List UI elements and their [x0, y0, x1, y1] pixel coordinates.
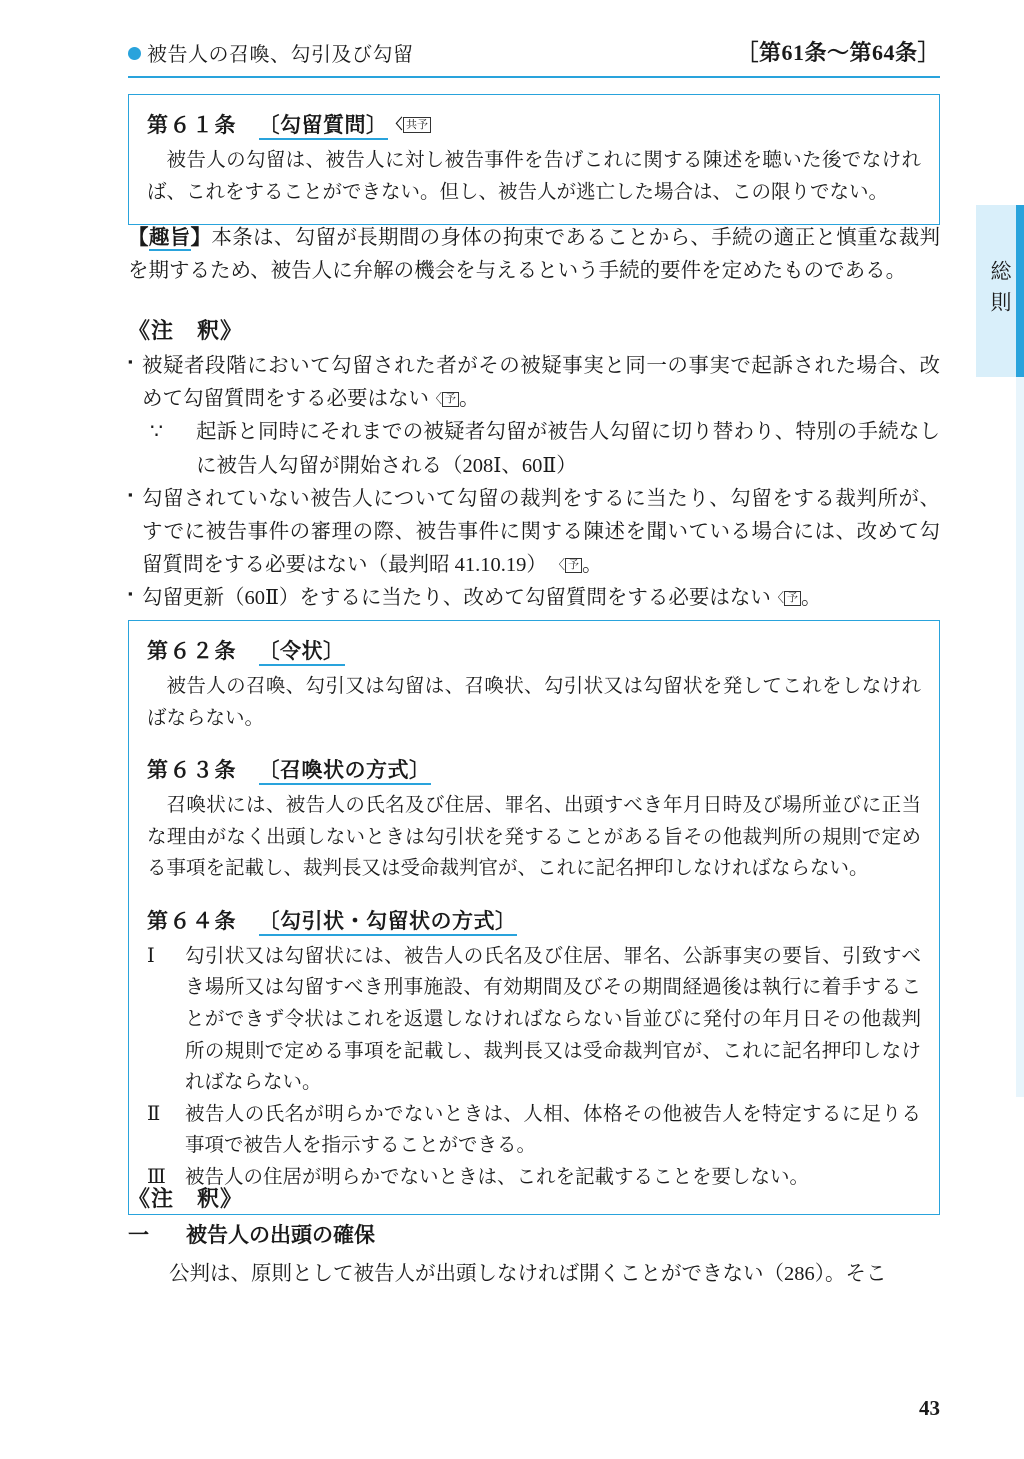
note-item-2-main: 勾留されていない被告人について勾留の裁判をするに当たり、勾留をする裁判所が、すでに被告事件の審理の際、被告事件に関する陳述を聞いている場合には、改めて勾留質問をする必要はない（最判昭 41.10.19） [142, 487, 940, 577]
notes-list-1 [128, 350, 940, 616]
article-63-paragraph-1: 召喚状には、被告人の氏名及び住居、罪名、出頭すべき年月日時及び場所並びに正当な理由がなく出頭しないときは勾引状を発することがある旨その他裁判所の規則で定める事項を記載し、裁判長又は受命裁判官が、これに記名押印しなければならない。 [147, 795, 921, 880]
side-tab-accent-bar [1016, 205, 1024, 377]
note-1-badge-wrap [429, 388, 459, 410]
note-item-2-text [142, 483, 940, 583]
note-2-badge-wrap [552, 554, 582, 576]
section-title: 被告人の出頭の確保 [186, 1223, 375, 1247]
article-64-title [147, 905, 921, 935]
badge-yo: 予 [565, 558, 582, 573]
section-heading [128, 1218, 940, 1252]
shushi-label [128, 227, 211, 251]
article-63-body [147, 790, 921, 885]
article-box-62-64 [128, 620, 940, 1215]
page-number: 43 [919, 1396, 940, 1420]
shushi-open-bracket: 【 [128, 227, 149, 249]
header-title-text: 被告人の召喚、勾引及び勾留 [147, 44, 414, 66]
article-62-body [147, 671, 921, 734]
section-index: 一 [128, 1223, 149, 1247]
article-61-name: 〔勾留質問〕 [259, 113, 388, 140]
note-item-1-text [142, 350, 940, 416]
chushaku-heading-2: 《注 釈》 [128, 1186, 244, 1211]
clause-text-2: 被告人の氏名が明らかでないときは、人相、体格その他被告人を特定するに足りる事項で被告人を指示することができる。 [185, 1103, 921, 1157]
article-62-name: 〔令状〕 [259, 639, 345, 666]
clause-numeral-3: Ⅲ [147, 1166, 166, 1188]
shushi-text: 本条は、勾留が長期間の身体の拘束であることから、手続の適正と慎重な裁判を期するため、被告人に弁解の機会を与えるという手続的要件を定めたものである。 [128, 227, 941, 283]
note-3-badge-wrap [771, 587, 801, 609]
note-item-3 [128, 582, 940, 615]
note-item-1-tail: 。 [459, 388, 480, 411]
shushi-close-bracket: 】 [190, 227, 212, 249]
article-62-number: 第６２条 [147, 639, 237, 663]
article-box-61 [128, 94, 940, 225]
clause-text-3: 被告人の住居が明らかでないときは、これを記載することを要しない。 [185, 1166, 810, 1188]
header-article-range: ［第61条〜第64条］ [736, 40, 940, 65]
chushaku-heading-1: 《注 釈》 [128, 318, 244, 343]
note-item-1 [128, 350, 940, 416]
article-63-title [147, 754, 921, 784]
article-61-title [147, 109, 921, 139]
bullet-marker: ▪ [128, 354, 133, 369]
badge-yo: 予 [442, 392, 459, 407]
article-64-number: 第６４条 [147, 908, 237, 933]
bullet-marker: ▪ [128, 486, 133, 502]
shushi-label-text: 趣旨 [148, 227, 191, 249]
article-64-clause-2 [147, 1099, 921, 1162]
note-item-1-main: 被疑者段階において勾留された者がその被疑事実と同一の事実で起訴された場合、改めて勾留質問をする必要はない [142, 355, 940, 411]
header-left-title [128, 38, 414, 67]
bullet-icon [128, 47, 141, 60]
header-divider [128, 76, 940, 78]
article-64-body [147, 941, 921, 1194]
article-62-title [147, 635, 921, 665]
bullet-marker: ▪ [128, 586, 133, 602]
page-header [128, 38, 940, 72]
shushi-block [128, 222, 940, 288]
because-symbol: ∵ [150, 421, 164, 444]
article-63-number: 第６３条 [147, 758, 237, 783]
article-64-name: 〔勾引状・勾留状の方式〕 [259, 909, 517, 936]
note-item-3-main: 勾留更新（60Ⅱ）をするに当たり、改めて勾留質問をする必要はない [142, 587, 771, 610]
badge-yo: 予 [784, 591, 801, 606]
note-item-1-reason-text: 起訴と同時にそれまでの被疑者勾留が被告人勾留に切り替わり、特別の手続なしに被告人勾留が開始される（208Ⅰ、60Ⅱ） [196, 421, 940, 477]
section-block [128, 1218, 940, 1291]
badge-kyoyo: 共予 [403, 117, 431, 133]
note-item-1-reason [128, 416, 940, 482]
note-item-3-tail: 。 [800, 587, 822, 610]
article-61-body [147, 145, 921, 208]
side-tab-label: 総則 [988, 260, 1012, 322]
note-item-2-tail: 。 [582, 554, 603, 577]
note-item-3-text [142, 582, 940, 615]
article-61-number: 第６１条 [147, 113, 237, 137]
article-62-paragraph-1: 被告人の召喚、勾引又は勾留は、召喚状、勾引状又は勾留状を発してこれをしなければならない。 [147, 676, 921, 729]
article-63-name: 〔召喚状の方式〕 [259, 758, 431, 785]
clause-text-1: 勾引状又は勾留状には、被告人の氏名及び住居、罪名、公訴事実の要旨、引致すべき場所又は勾留すべき刑事施設、有効期間及びその期間経過後は執行に着手することができず令状はこれを返還しなければならない旨並びに発付の年月日その他裁判所の規則で定める事項を記載し、裁判長又は受命裁判官が、これに記名押印しなければならない。 [185, 945, 921, 1094]
article-61-badge-wrap [389, 113, 432, 138]
article-61-paragraph-1: 被告人の勾留は、被告人に対し被告事件を告げこれに関する陳述を聴いた後でなければ、これをすることができない。但し、被告人が逃亡した場合は、この限りでない。 [147, 150, 921, 203]
article-64-clause-1 [147, 941, 921, 1099]
section-body: 公判は、原則として被告人が出頭しなければ開くことができない（286）。そこ [169, 1263, 887, 1286]
note-item-2 [128, 483, 940, 583]
clause-numeral-1: Ⅰ [147, 945, 155, 967]
clause-numeral-2: Ⅱ [147, 1103, 161, 1125]
side-rail [1016, 377, 1024, 1097]
